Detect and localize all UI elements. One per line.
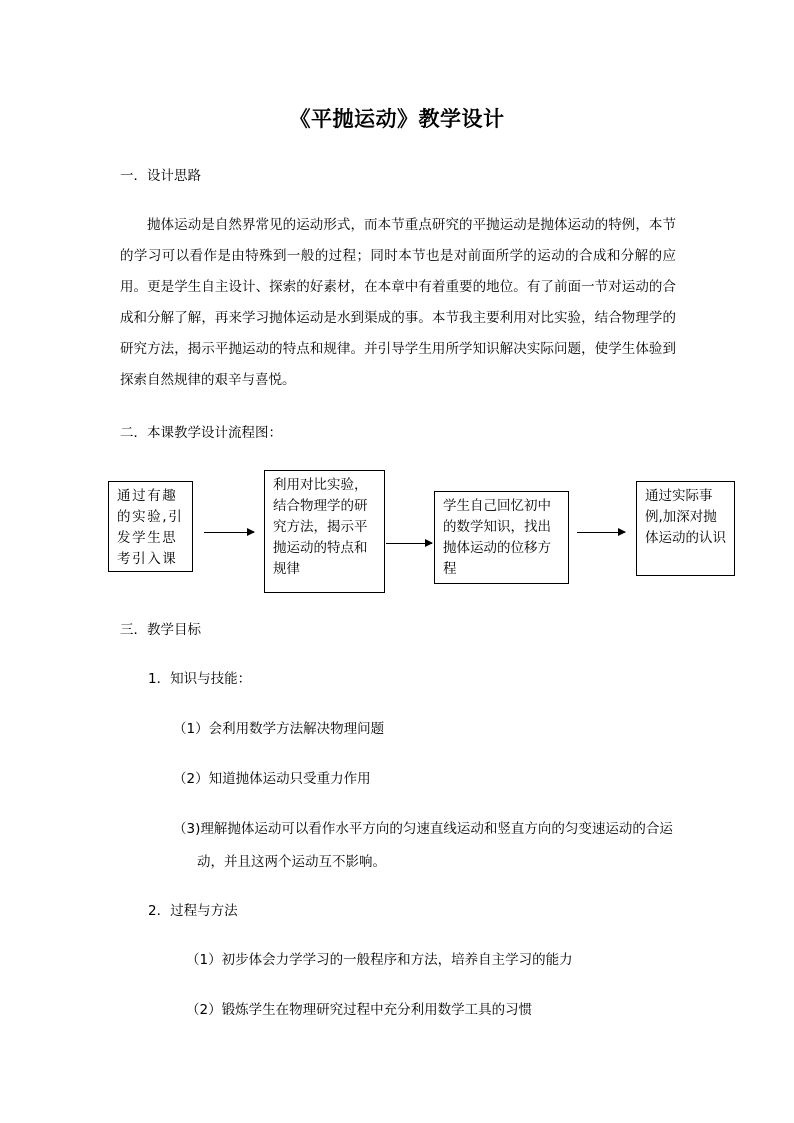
flowchart-arrow-1 bbox=[204, 532, 254, 533]
flowchart-step-3: 学生自己回忆初中的数学知识，找出抛体运动的位移方程 bbox=[434, 491, 569, 584]
design-idea-paragraph: 抛体运动是自然界常见的运动形式，而本节重点研究的平抛运动是抛体运动的特例，本节的学习可以看作是由特殊到一般的过程；同时本节也是对前面所学的运动的合成和分解的应用。更是学生自主设计、探索的好素材，在本章中有着重要的地位。有了前面一节对运动的合成和分解了解，再来学习抛体运动是水到渠成的事。本节我主要利用对比实验，结合物理学的研究方法，揭示平抛运动的特点和规律。并引导学生用所学知识解决实际问题，使学生体验到探索自然规律的艰辛与喜悦。 bbox=[120, 217, 676, 388]
process-item-1: （1）初步体会力学学习的一般程序和方法，培养自主学习的能力 bbox=[186, 952, 573, 968]
knowledge-item-2: （2）知道抛体运动只受重力作用 bbox=[173, 771, 371, 787]
page-title: 《平抛运动》教学设计 bbox=[289, 106, 505, 131]
flowchart-step-1: 通过有趣的实验,引发学生思考引入课 bbox=[108, 481, 193, 572]
process-item-2: （2）锻炼学生在物理研究过程中充分利用数学工具的习惯 bbox=[186, 1002, 533, 1018]
section-heading-teaching-goals: 三．教学目标 bbox=[120, 622, 201, 638]
flowchart-step-2: 利用对比实验，结合物理学的研究方法，揭示平抛运动的特点和规律 bbox=[264, 470, 385, 593]
flowchart-arrow-3 bbox=[577, 532, 625, 533]
knowledge-item-3 bbox=[173, 813, 678, 879]
knowledge-item-1: （1）会利用数学方法解决物理问题 bbox=[173, 721, 385, 737]
flowchart-step-4: 通过实际事例,加深对抛体运动的认识 bbox=[636, 481, 735, 576]
subsection-heading-process-method: 2．过程与方法 bbox=[148, 903, 238, 919]
section-heading-flowchart: 二．本课教学设计流程图： bbox=[120, 425, 282, 441]
knowledge-item-3-text: （3)理解抛体运动可以看作水平方向的匀速直线运动和竖直方向的匀变速运动的合运动，并且这两个运动互不影响。 bbox=[173, 821, 673, 870]
flowchart-arrow-2 bbox=[386, 543, 432, 544]
subsection-heading-knowledge-skills: 1．知识与技能： bbox=[148, 671, 252, 687]
section-heading-design-idea: 一．设计思路 bbox=[120, 168, 201, 184]
